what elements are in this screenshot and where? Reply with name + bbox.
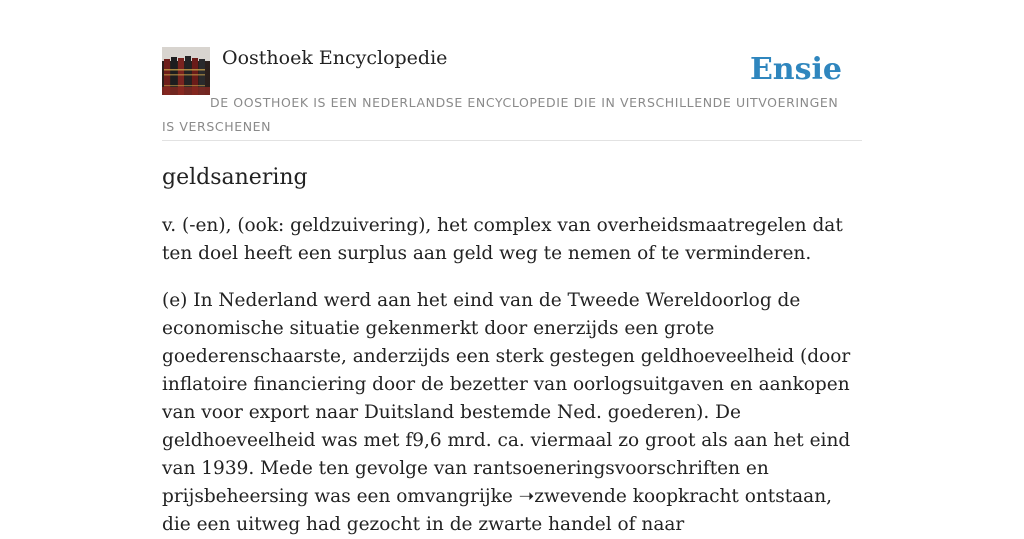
source-header: [162, 46, 862, 141]
entry-definition: v. (-en), (ook: geldzuivering), het complex van overheidsmaatregelen dat ten doel heeft een surplus aan geld weg te nemen of te verminderen.: [162, 215, 843, 264]
entry-content: [162, 160, 862, 539]
book-spines-icon: [162, 47, 210, 95]
entry-paragraph: (e) In Nederland werd aan het eind van de Tweede Wereldoorlog de economische situatie gekenmerkt door enerzijds een grote goederenschaarste, anderzijds een sterk gestegen geldhoeveelheid (door inflatoire financiering door de bezetter van oorlogsuitgaven en aankopen van voor export naar Duitsland bestemde Ned. goederen). De geldhoeveelheid was met f9,6 mrd. ca. viermaal zo groot als aan het eind van 1939. Mede ten gevolge van rantsoeneringsvoorschriften en prijsbeheersing was een omvangrijke ➝zwevende koopkracht ontstaan, die een uitweg had gezocht in de zwarte handel of naar: [162, 290, 851, 535]
source-name[interactable]: Oosthoek Encyclopedie: [222, 47, 448, 69]
source-tagline: DE OOSTHOEK IS EEN NEDERLANDSE ENCYCLOPEDIE DIE IN VERSCHILLENDE UITVOERINGEN IS VERSCHENEN: [162, 95, 839, 134]
entry-title: geldsanering: [162, 165, 308, 190]
brand-logo[interactable]: Ensie: [749, 52, 842, 87]
source-avatar[interactable]: [162, 47, 210, 95]
